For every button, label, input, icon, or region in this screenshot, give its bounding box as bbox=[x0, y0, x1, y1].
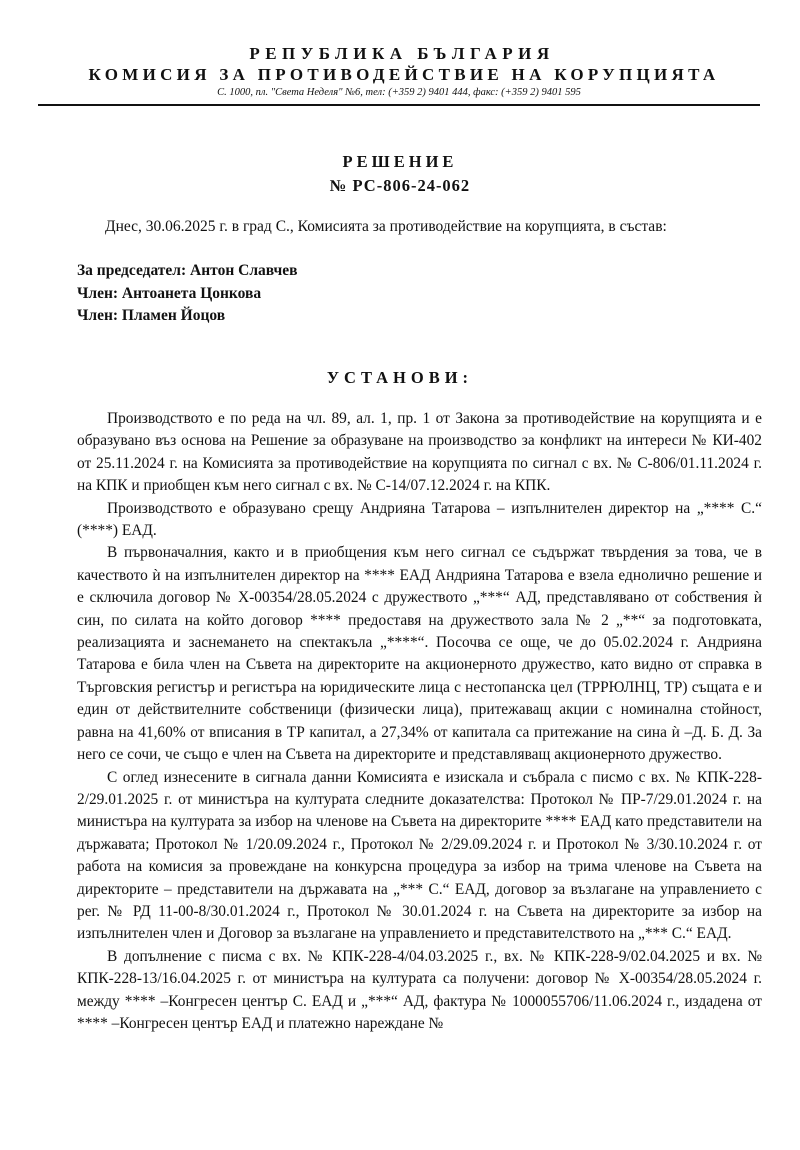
section-heading: УСТАНОВИ: bbox=[326, 368, 474, 387]
member-2: Член: Пламен Йоцов bbox=[77, 307, 226, 324]
document-body bbox=[77, 408, 762, 1035]
letterhead-country: РЕПУБЛИКА БЪЛГАРИЯ bbox=[249, 44, 555, 63]
letterhead-institution: КОМИСИЯ ЗА ПРОТИВОДЕЙСТВИЕ НА КОРУПЦИЯТА bbox=[88, 65, 720, 84]
commission-members bbox=[77, 260, 298, 328]
body-paragraph: В първоначалния, както и в приобщения към него сигнал се съдържат твърдения за това, че в качеството ѝ на изпълнителен директор на **** ЕАД Андрияна Татарова е взела еднолично решение и е сключила договор № Х-00354/28.05.2024 с дружеството „***“ АД, представлявано от собствения ѝ син, по силата на който договор **** предоставя на дружеството зала № 2 „**“ за подготовката, реализацията и заснемането на спектакъла „****“. Посочва се още, че до 05.02.2024 г. Андрияна Татарова е била член на Съвета на директорите на акционерното дружество, като видно от справка в Търговския регистър и регистъра на юридическите лица с нестопанска цел (ТРРЮЛНЦ, ТР) същата е и един от действителните собственици (физически лица), притежаващ акции с номинална стойност, равна на 41,60% от вписания в ТР капитал, а 27,34% от капитала са притежание на сина ѝ –Д. Б. Д. За него се сочи, че също е член на Съвета на директорите и представляващ акционерното дружество. bbox=[77, 544, 762, 764]
body-paragraph: С оглед изнесените в сигнала данни Комисията е изискала и събрала с писмо с вх. № КПК-228-2/29.01.2025 г. от министъра на културата следните доказателства: Протокол № ПР-7/29.01.2024 г. на министъра на културата за избор на членове на Съвета на директорите **** ЕАД като представители на държавата; Протокол № 1/20.09.2024 г., Протокол № 2/29.09.2024 г. и Протокол № 3/30.10.2024 г. от работа на комисия за провеждане на конкурсна процедура за избор на трима членове на Съвета на директорите – представители на държавата на „*** С.“ ЕАД, договор за възлагане на управлението с рег. № РД 11-00-8/30.01.2024 г., Протокол № 30.01.2024 г. на Съвета на директорите за избор на изпълнителен член и Договор за възлагане на управлението и представителството на „*** С.“ ЕАД. bbox=[77, 768, 762, 943]
letterhead-divider bbox=[38, 104, 760, 106]
body-paragraph: Производството е образувано срещу Андрияна Татарова – изпълнителен директор на „**** С.“ (****) ЕАД. bbox=[77, 499, 762, 540]
decision-title: РЕШЕНИЕ bbox=[342, 152, 458, 171]
body-paragraph: Производството е по реда на чл. 89, ал. 1, пр. 1 от Закона за противодействие на корупцията и е образувано въз основа на Решение за образуване на производство за конфликт на интереси № КИ-402 от 25.11.2024 г. на Комисията за противодействие на корупцията по сигнал с вх. № С-806/01.11.2024 г. на КПК и приобщен към него сигнал с вх. № С-14/07.12.2024 г. на КПК. bbox=[77, 410, 762, 495]
member-chair: За председател: Антон Славчев bbox=[77, 262, 298, 279]
body-paragraph: В допълнение с писма с вх. № КПК-228-4/04.03.2025 г., вх. № КПК-228-9/02.04.2025 и вх. № КПК-228-13/16.04.2025 г. от министъра на културата са получени: договор № Х-00354/28.05.2024 г. между **** –Конгресен център С. ЕАД и „***“ АД, фактура № 1000055706/11.06.2024 г., издадена от **** –Конгресен център ЕАД и платежно нареждане № bbox=[77, 947, 762, 1032]
intro-paragraph: Днес, 30.06.2025 г. в град С., Комисията за противодействие на корупцията, в състав: bbox=[105, 218, 667, 235]
decision-number: № РС-806-24-062 bbox=[329, 176, 471, 195]
letterhead-address: С. 1000, пл. "Света Неделя" №6, тел: (+359 2) 9401 444, факс: (+359 2) 9401 595 bbox=[217, 87, 581, 98]
letterhead bbox=[0, 44, 800, 99]
member-1: Член: Антоанета Цонкова bbox=[77, 284, 262, 302]
